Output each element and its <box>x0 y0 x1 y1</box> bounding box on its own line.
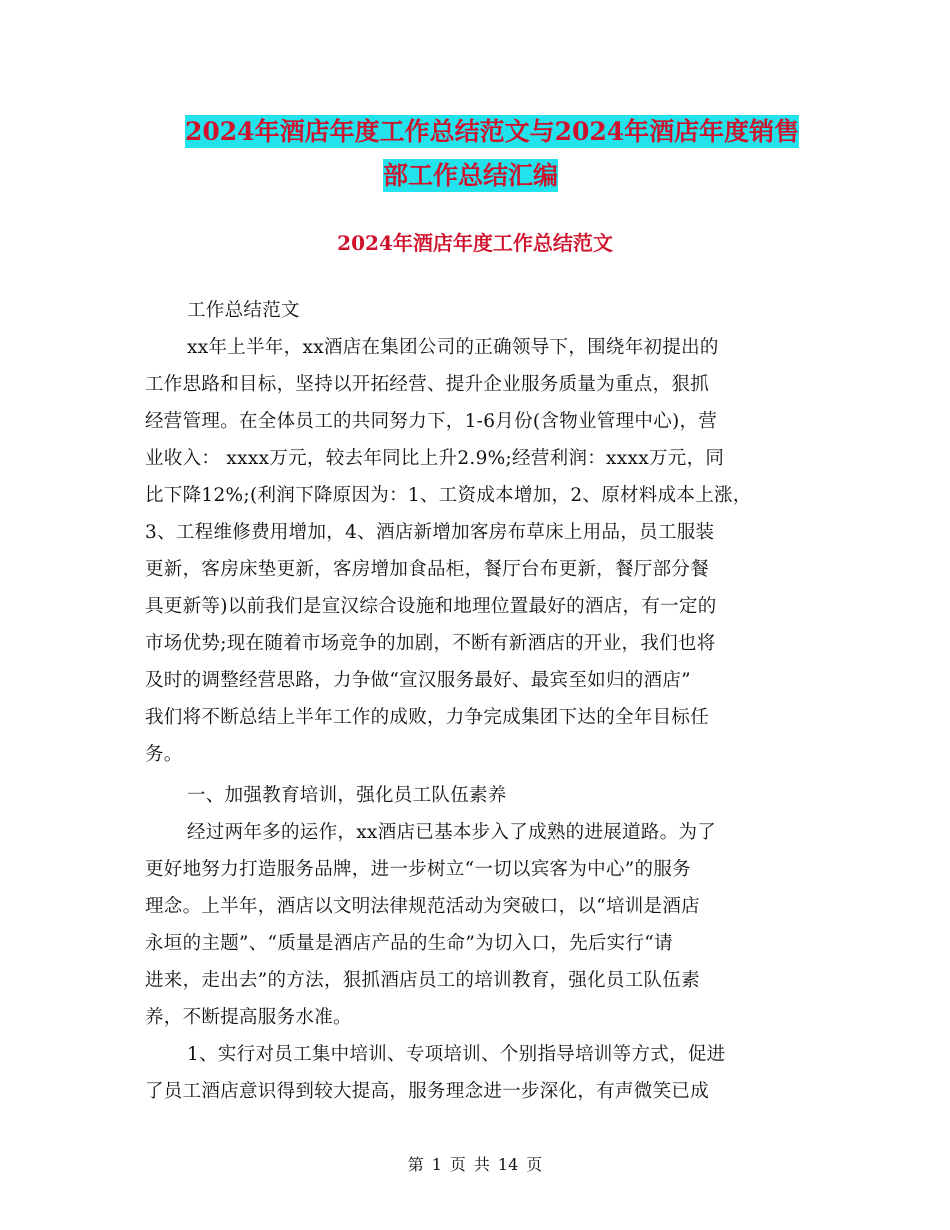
body-line: 更新，客房床垫更新，客房增加食品柜，餐厅台布更新，餐厅部分餐 <box>145 559 710 580</box>
body-line: 比下降12%;(利润下降原因为：1、工资成本增加，2、原材料成本上涨， <box>145 485 752 506</box>
section-heading: 一、加强教育培训，强化员工队伍素养 <box>187 785 507 806</box>
body-line: 养，不断提高服务水准。 <box>145 1007 352 1028</box>
body-line: 永垣的主题”、“质量是酒店产品的生命”为切入口，先后实行“请 <box>145 933 673 954</box>
body-line: 我们将不断总结上半年工作的成败，力争完成集团下达的全年目标任 <box>145 707 710 728</box>
body-line: 具更新等)以前我们是宣汉综合设施和地理位置最好的酒店，有一定的 <box>145 596 717 617</box>
footer-total-prefix: 共 <box>473 1155 490 1174</box>
document-title-line-2 <box>383 158 558 194</box>
document-title-line-1 <box>185 114 799 150</box>
body-line: 经过两年多的运作，xx酒店已基本步入了成熟的进展道路。为了 <box>187 822 717 843</box>
footer-suffix: 页 <box>526 1155 543 1174</box>
body-line: 更好地努力打造服务品牌，进一步树立“一切以宾客为中心”的服务 <box>145 859 691 880</box>
body-line: 经营管理。在全体员工的共同努力下，1-6月份(含物业管理中心)，营 <box>145 411 718 432</box>
body-line: 及时的调整经营思路，力争做“宣汉服务最好、最宾至如归的酒店” <box>145 670 691 691</box>
body-line: 3、工程维修费用增加，4、酒店新增加客房布草床上用品，员工服装 <box>145 522 715 543</box>
body-line: 务。 <box>145 744 183 765</box>
footer-page-number: 1 <box>431 1155 442 1174</box>
page-footer <box>0 1153 950 1177</box>
title-highlight: 部工作总结汇编 <box>383 161 559 190</box>
body-line: 业收入： xxxx万元，较去年同比上升2.9%;经营利润：xxxx万元，同 <box>145 448 725 469</box>
footer-total-pages: 14 <box>497 1155 519 1174</box>
section-title: 2024年酒店年度工作总结范文 <box>337 231 613 255</box>
body-line: 了员工酒店意识得到较大提高，服务理念进一步深化，有声微笑已成 <box>145 1081 710 1102</box>
body-line: 理念。上半年，酒店以文明法律规范活动为突破口，以“培训是酒店 <box>145 896 700 917</box>
body-line: 市场优势;现在随着市场竞争的加剧，不断有新酒店的开业，我们也将 <box>145 633 716 654</box>
body-line: 工作思路和目标，坚持以开拓经营、提升企业服务质量为重点，狠抓 <box>145 374 710 395</box>
body-line: xx年上半年，xx酒店在集团公司的正确领导下，围绕年初提出的 <box>187 337 719 358</box>
body-line: 1、实行对员工集中培训、专项培训、个别指导培训等方式，促进 <box>187 1044 726 1065</box>
footer-page-word: 页 <box>449 1155 466 1174</box>
footer-prefix: 第 <box>407 1155 424 1174</box>
title-highlight: 2024年酒店年度工作总结范文与2024年酒店年度销售 <box>185 117 800 146</box>
body-line: 进来，走出去”的方法，狠抓酒店员工的培训教育，强化员工队伍素 <box>145 970 700 991</box>
body-line: 工作总结范文 <box>187 300 300 321</box>
